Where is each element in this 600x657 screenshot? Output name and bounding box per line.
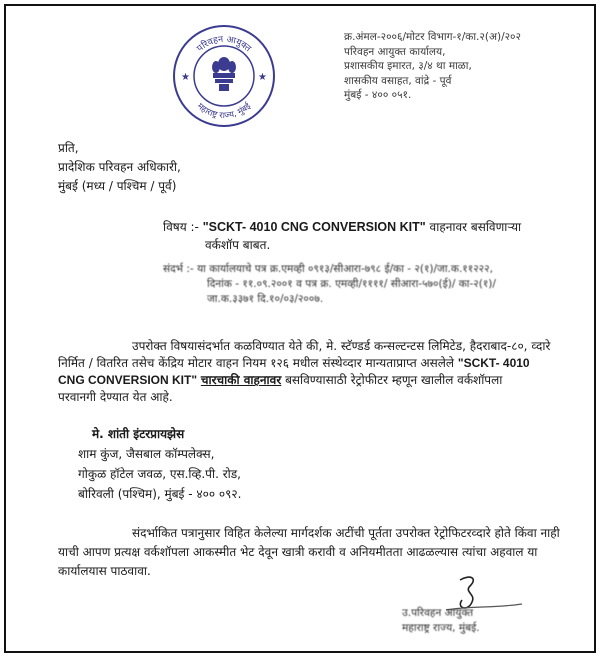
firm-address-line: शाम कुंज, जैसबाल कॉम्पलेक्स, [78,447,215,461]
government-seal [172,24,276,128]
header-line: मुंबई - ४०० ०५१. [344,89,412,101]
reference-line: जा.क.३३७१ दि.१०/०३/२००७. [207,293,324,305]
header-line: क्र.अंमल-२००६/मोटर विभाग-१/का.२(अ)/२०२ [344,31,521,43]
seal-star-right: ★ [258,72,267,83]
body-paragraph-1 [58,338,584,406]
header-line: परिवहन आयुक्त कार्यालय, [344,45,446,58]
addressee-line: मुंबई (मध्य / पश्चिम / पूर्व) [58,179,177,193]
paragraph-line: याची आपण प्रत्यक्ष वर्कशॉपला आकस्मीत भेट देवून खात्री करावी व अनियमीतता आढळल्यास त्यांचा अहवाल या [58,545,538,559]
subject-kit-title: "SCKT- 4010 CNG CONVERSION KIT" [202,220,426,234]
paragraph-line: परवानगी देण्यात येत आहे. [58,390,173,404]
seal-top-text: परिवहन आयुक्त [195,34,253,55]
reference-line: दिनांक - ११.०९.२००१ व पत्र क्र. एमव्ही/११११/ सीआरा-५७०(ई)/ का-२(१)/ [207,278,496,290]
issuer-header [344,30,521,103]
subject-block [163,218,563,254]
firm-name: मे. शांती इंटरप्रायझेस [92,427,185,441]
seal-star-left: ★ [181,72,190,83]
header-line: प्रशासकीय इमारत, ३/४ था माळा, [344,60,472,72]
underlined-vehicle-type: चारचाकी वाहनावर [200,373,282,387]
letter-page [4,4,596,653]
signatory-block [402,606,480,636]
subject-text: वाहनावर बसविणाऱ्या [429,220,522,234]
reference-line: या कार्यालयाचे पत्र क्र.एमव्ही ०९१३/सीआरा-७९८ ई/का - २(१)/जा.क.११२२२, [197,263,493,275]
addressee-block [58,139,181,196]
firm-address-line: गोकुळ हॉटेल जवळ, एस.व्हि.पी. रोड, [78,467,241,481]
ashoka-emblem-icon [212,57,236,91]
firm-address-block [78,424,242,504]
reference-label: संदर्भ :- [163,263,194,275]
subject-line2: वर्कशॉप बाबत. [205,238,271,252]
paragraph-line: बसविण्यासाठी रेट्रोफीटर म्हणून खालील वर्कशॉपला [285,373,503,387]
signatory-place: महाराष्ट्र राज्य, मुंबई. [402,622,480,634]
paragraph-line: कार्यालयास पाठवावा. [58,564,151,578]
signatory-title: उ.परिवहन आयुक्त [402,607,474,619]
kit-title-inline: CNG CONVERSION KIT" [58,373,198,387]
kit-title-inline: "SCKT- 4010 [457,356,530,370]
paragraph-line: संदर्भाकित पत्रानुसार विहित केलेल्या मार्गदर्शक अटींची पूर्तता उपरोक्त रेट्रोफिटरव्दारे होते किंवा नाही [132,526,560,540]
paragraph-line: निर्मित / वितरित तसेच केंद्रिय मोटार वाहन नियम १२६ मधील संस्थेव्दार मान्यताप्राप्त असलेले [58,356,455,370]
addressee-line: प्रति, [58,141,79,155]
subject-label: विषय :- [163,220,199,234]
header-line: शासकीय वसाहत, वांद्रे - पूर्व [344,74,452,87]
addressee-line: प्रादेशिक परिवहन अधिकारी, [58,160,181,174]
paragraph-line: उपरोक्त विषयासंदर्भात कळविण्यात येते की, मे. स्टॅण्डर्ड कन्सल्टन्टस लिमिटेड, हैदराबाद-८०, व्दारे [132,339,551,353]
seal-bottom-text: महाराष्ट्र राज्य, मुंबई [194,101,254,122]
reference-block [163,262,583,307]
firm-address-line: बोरिवली (पश्चिम), मुंबई - ४०० ०९२. [78,487,242,501]
